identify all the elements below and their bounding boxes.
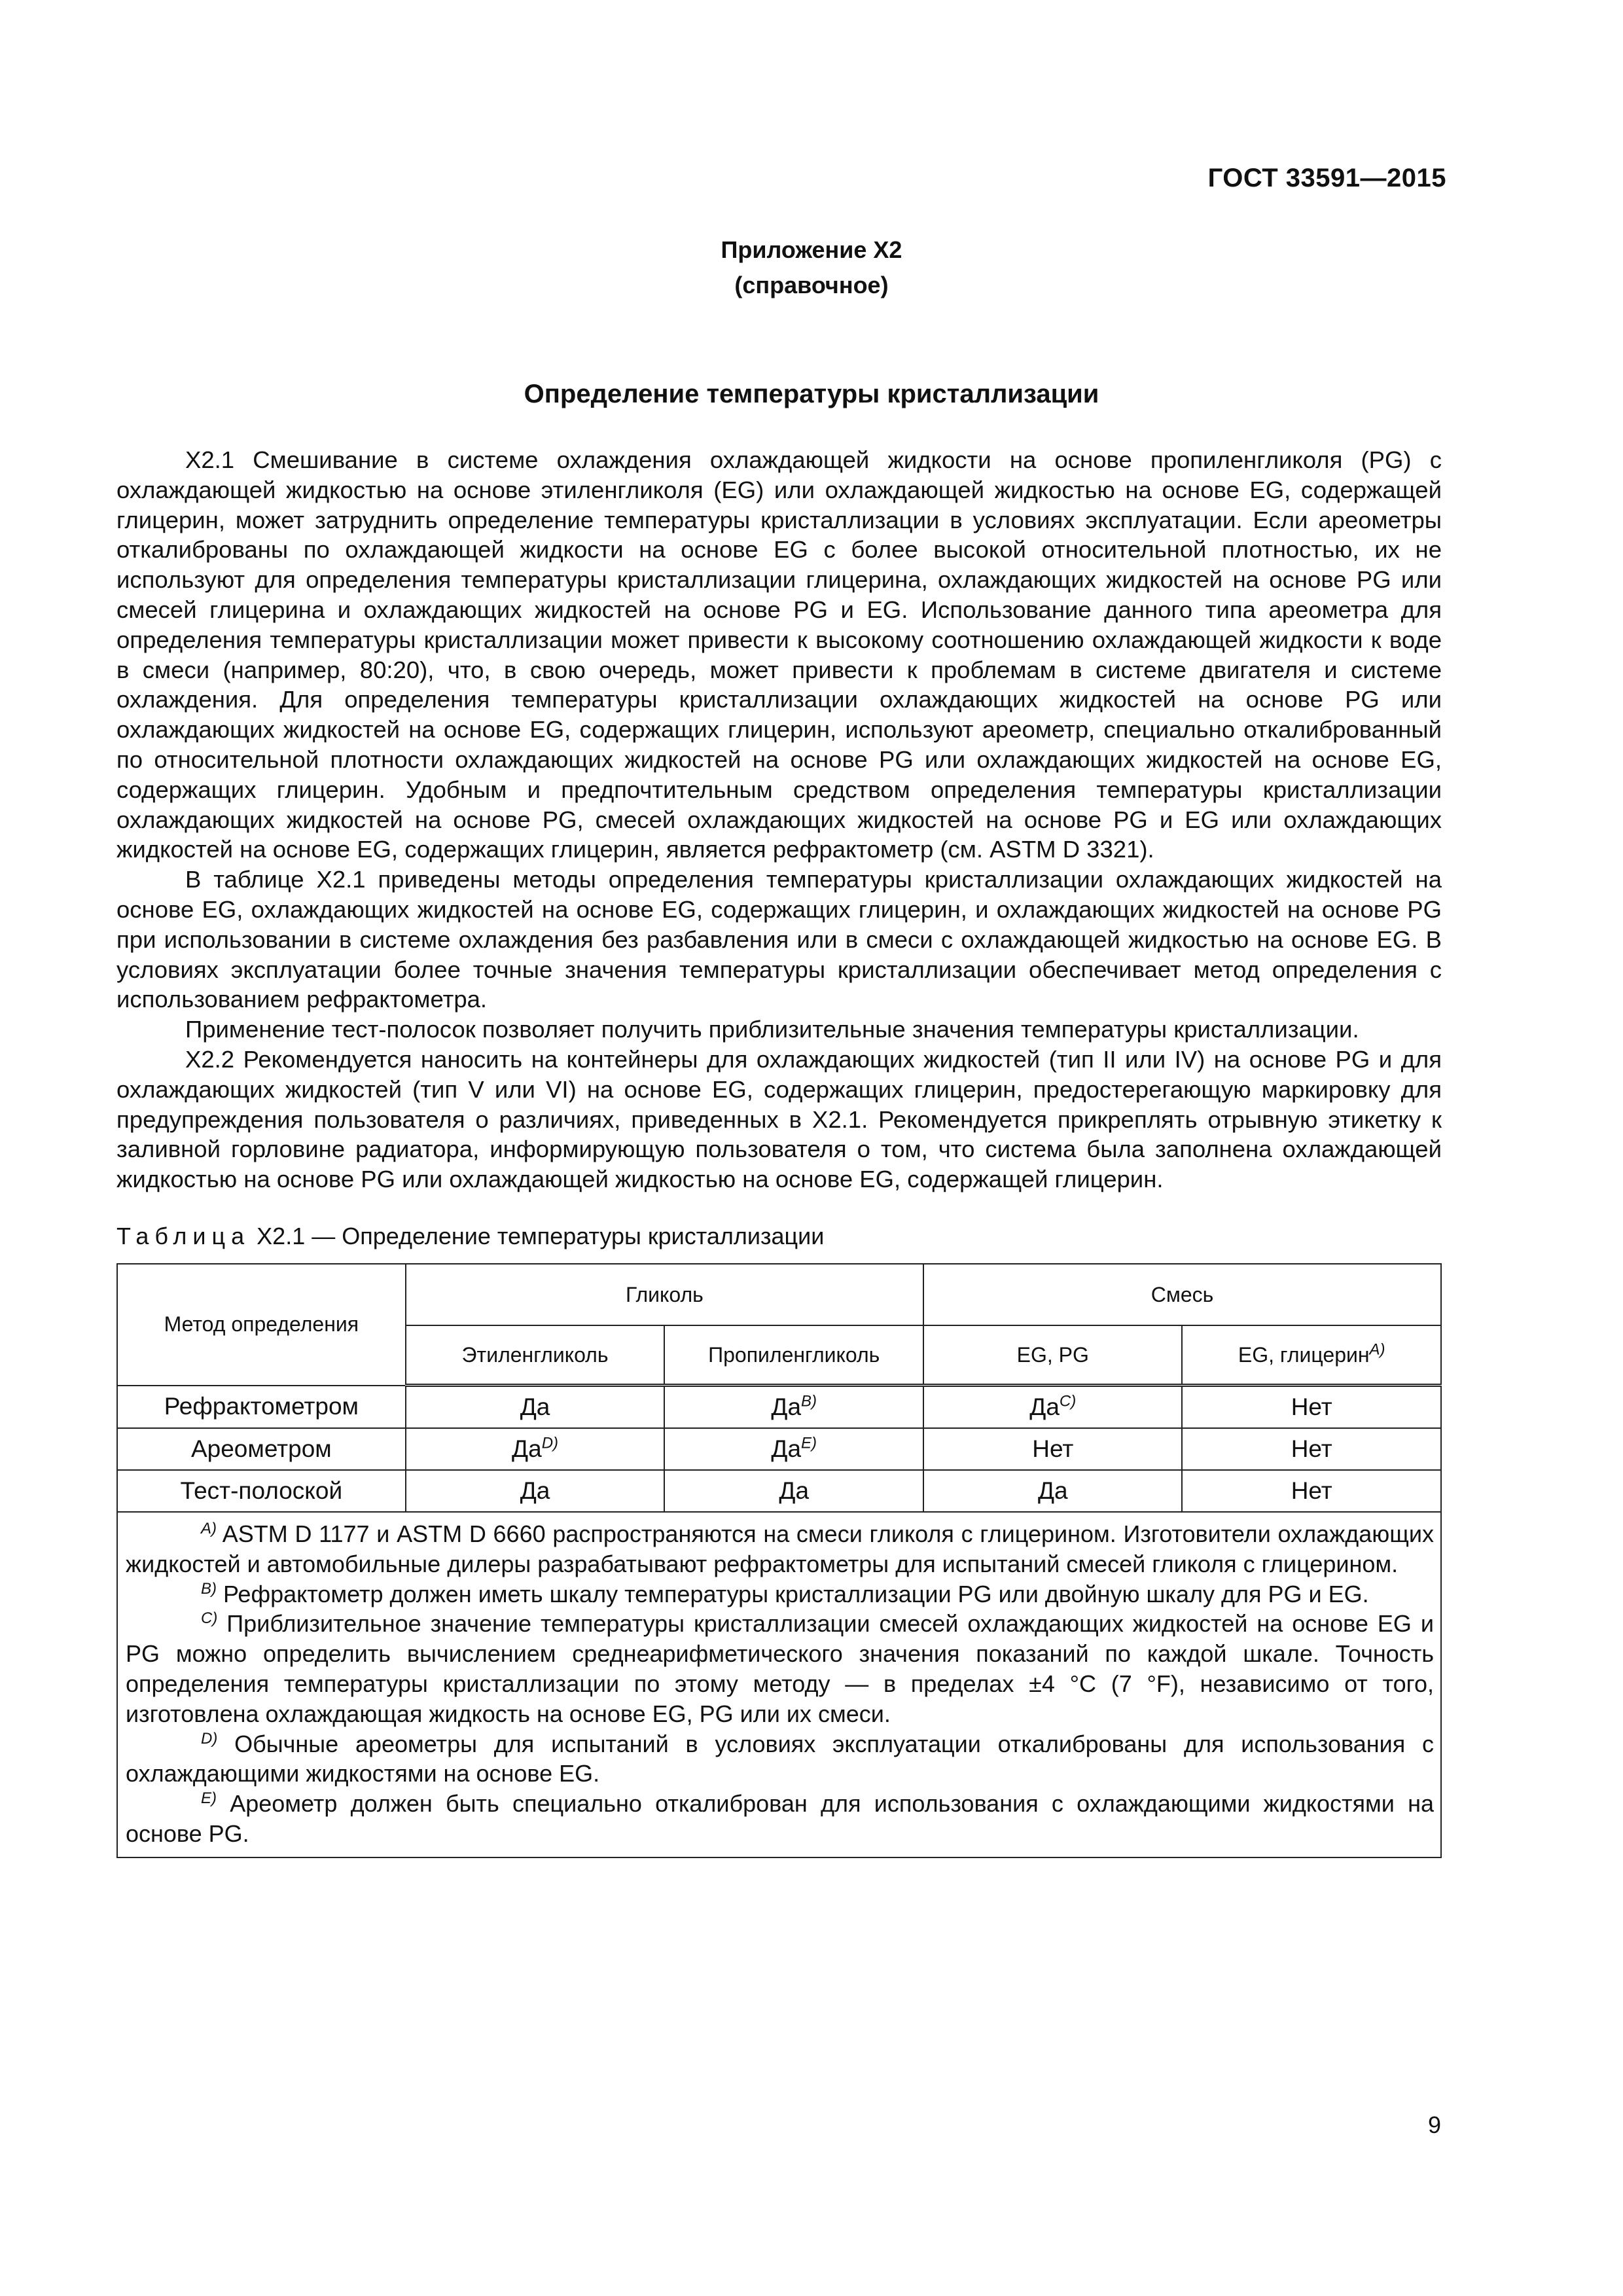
header-eg-glycerin xyxy=(1182,1325,1441,1386)
footnote-c xyxy=(126,1609,1434,1729)
footnote-ref: A) xyxy=(1369,1340,1385,1358)
table-row xyxy=(117,1470,1441,1512)
table-row xyxy=(117,1386,1441,1429)
paragraph-x2-2: Х2.2 Рекомендуется наносить на контейнеры для охлаждающих жидкостей (тип II или IV) на основе PG и для охлаждающих жидкостей (тип V или VI) на основе EG, содержащих глицерин, предостерегающую маркировку для предупреждения пользователя о различиях, приведенных в Х2.1. Рекомендуется прикреплять отрывную этикетку к заливной горловине радиатора, информирующую пользователя о том, что система была заполнена охлаждающей жидкостью на основе PG или охлаждающей жидкостью на основе EG, содержащей глицерин. xyxy=(116,1045,1442,1193)
body-text xyxy=(116,445,1442,1194)
annex-heading xyxy=(0,232,1623,303)
document-code: ГОСТ 33591—2015 xyxy=(1207,164,1446,192)
footnote-b xyxy=(126,1579,1434,1609)
cell-eg-glycerin: Нет xyxy=(1182,1386,1441,1429)
cell-value: Да xyxy=(520,1393,550,1420)
cell-method: Рефрактометром xyxy=(117,1386,406,1429)
header-method: Метод определения xyxy=(117,1264,406,1386)
header-eg-glycerin-label: EG, глицерин xyxy=(1238,1342,1370,1367)
cell-value: Да xyxy=(1037,1477,1068,1504)
cell-value: Да xyxy=(771,1435,802,1462)
cell-eg-pg xyxy=(923,1470,1182,1512)
cell-propylene xyxy=(664,1428,923,1470)
cell-value: Да xyxy=(512,1435,542,1462)
cell-value: Да xyxy=(1029,1393,1060,1420)
footnote-marker: A) xyxy=(201,1520,217,1537)
cell-propylene xyxy=(664,1470,923,1512)
footnote-ref: B) xyxy=(801,1392,817,1410)
footnote-marker: B) xyxy=(201,1579,217,1598)
paragraph-test-strips: Применение тест-полосок позволяет получить приблизительные значения температуры кристаллизации. xyxy=(185,1016,1359,1043)
cell-ethylene xyxy=(406,1470,665,1512)
footnote-text: Рефрактометр должен иметь шкалу температуры кристаллизации PG или двойную шкалу для PG и EG. xyxy=(217,1580,1369,1607)
header-propylene: Пропиленгликоль xyxy=(664,1325,923,1386)
cell-eg-glycerin: Нет xyxy=(1182,1470,1441,1512)
crystallization-table xyxy=(116,1263,1442,1858)
cell-value: Да xyxy=(520,1477,550,1504)
cell-ethylene xyxy=(406,1386,665,1429)
header-glycol: Гликоль xyxy=(406,1264,923,1325)
paragraph-table-intro: В таблице Х2.1 приведены методы определения температуры кристаллизации охлаждающих жидкостей на основе EG, охлаждающих жидкостей на основе EG, содержащих глицерин, и охлаждающих жидкостей на основе PG при использовании в системе охлаждения без разбавления или в смеси с охлаждающей жидкостью на основе EG. В условиях эксплуатации более точные значения температуры кристаллизации обеспечивает метод определения с использованием рефрактометра. xyxy=(116,866,1442,1013)
footnote-e xyxy=(126,1789,1434,1849)
header-mixture: Смесь xyxy=(923,1264,1441,1325)
header-ethylene: Этиленгликоль xyxy=(406,1325,665,1386)
table-row xyxy=(117,1428,1441,1470)
footnote-d xyxy=(126,1729,1434,1789)
cell-value: Да xyxy=(779,1477,810,1504)
page-number: 9 xyxy=(1427,2111,1441,2138)
header-eg-pg: EG, PG xyxy=(923,1325,1182,1386)
cell-eg-glycerin: Нет xyxy=(1182,1428,1441,1470)
cell-propylene xyxy=(664,1386,923,1429)
footnote-marker: D) xyxy=(201,1729,218,1748)
table-caption xyxy=(116,1223,824,1250)
cell-method: Тест-полоской xyxy=(117,1470,406,1512)
footnote-a xyxy=(126,1519,1434,1579)
cell-method: Ареометром xyxy=(117,1428,406,1470)
footnote-text: Ареометр должен быть специально откалиброван для использования с охлаждающими жидкостями на основе PG. xyxy=(126,1790,1434,1847)
footnote-ref: D) xyxy=(541,1434,559,1452)
section-title: Определение температуры кристаллизации xyxy=(524,380,1099,408)
table-caption-label: Таблица xyxy=(116,1223,251,1249)
footnote-text: Приблизительное значение температуры кристаллизации смесей охлаждающих жидкостей на основе EG и PG можно определить вычислением среднеарифметического значения показаний по каждой шкале. Точность определения температуры кристаллизации по этому методу — в пределах ±4 °C (7 °F), независимо от того, изготовлена охлаждающая жидкость на основе EG, PG или их смеси. xyxy=(126,1610,1434,1727)
table-footnotes xyxy=(117,1512,1441,1857)
footnote-text: ASTM D 1177 и ASTM D 6660 распространяются на смеси гликоля с глицерином. Изготовители охлаждающих жидкостей и автомобильные дилеры разрабатывают рефрактометры для испытаний смесей гликоля с глицерином. xyxy=(126,1520,1434,1577)
footnote-ref: E) xyxy=(801,1434,817,1452)
footnote-text: Обычные ареометры для испытаний в условиях эксплуатации откалиброваны для использования с охлаждающими жидкостями на основе EG. xyxy=(126,1730,1434,1787)
cell-eg-pg xyxy=(923,1428,1182,1470)
cell-eg-pg xyxy=(923,1386,1182,1429)
footnote-ref: C) xyxy=(1059,1392,1077,1410)
paragraph-x2-1: Х2.1 Смешивание в системе охлаждения охлаждающей жидкости на основе пропиленгликоля (PG) с охлаждающей жидкостью на основе этиленгликоля (EG) или охлаждающей жидкостью на основе EG, содержащей глицерин, может затруднить определение температуры кристаллизации в условиях эксплуатации. Если ареометры откалиброваны по охлаждающей жидкости на основе EG с более высокой относительной плотностью, их не используют для определения температуры кристаллизации глицерина, охлаждающих жидкостей на основе PG или смесей глицерина и охлаждающих жидкостей на основе PG и EG. Использование данного типа ареометра для определения температуры кристаллизации может привести к высокому соотношению охлаждающей жидкости к воде в смеси (например, 80:20), что, в свою очередь, может привести к проблемам в системе двигателя и системе охлаждения. Для определения температуры кристаллизации охлаждающих жидкостей на основе PG или охлаждающих жидкостей на основе EG, содержащих глицерин, используют ареометр, специально откалиброванный по относительной плотности охлаждающих жидкостей на основе PG или охлаждающих жидкостей на основе EG, содержащих глицерин. Удобным и предпочтительным средством определения температуры кристаллизации охлаждающих жидкостей на основе PG, смесей охлаждающих жидкостей на основе PG и EG или охлаждающих жидкостей на основе EG, содержащих глицерин, является рефрактометр (см. ASTM D 3321). xyxy=(116,446,1442,863)
table-caption-text: Х2.1 — Определение температуры кристаллизации xyxy=(257,1223,825,1249)
annex-title: Приложение Х2 xyxy=(721,236,902,263)
cell-value: Нет xyxy=(1032,1435,1074,1462)
footnote-marker: E) xyxy=(201,1789,217,1808)
cell-ethylene xyxy=(406,1428,665,1470)
annex-subtitle: (справочное) xyxy=(734,272,889,298)
footnote-marker: C) xyxy=(201,1609,218,1628)
cell-value: Да xyxy=(771,1393,802,1420)
